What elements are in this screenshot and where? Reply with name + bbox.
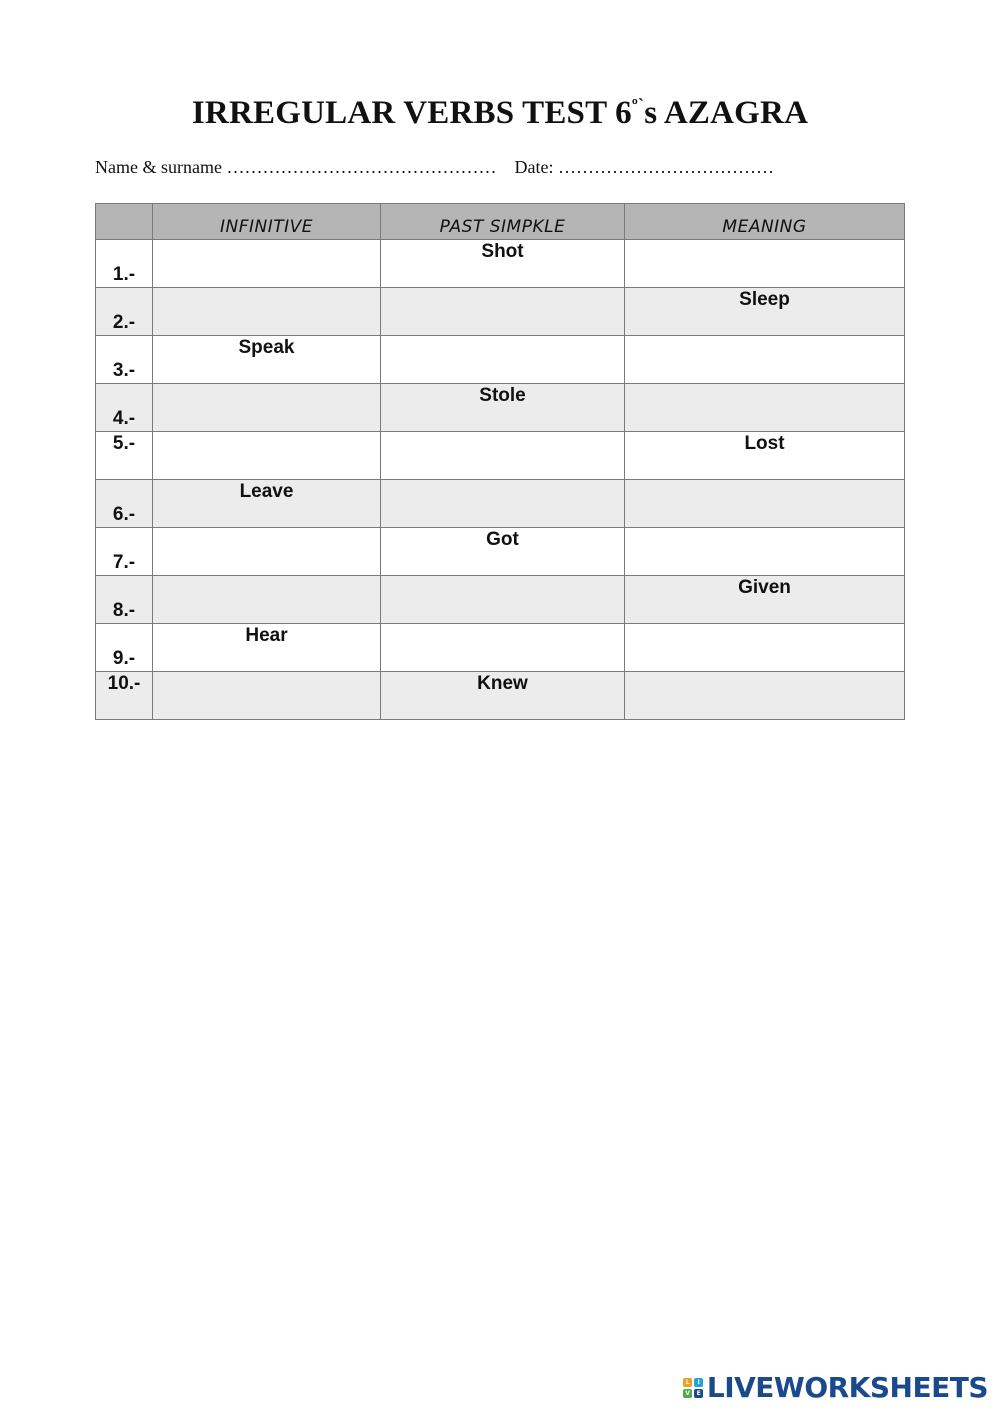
worksheet-title [0, 95, 1000, 132]
past-simple-cell[interactable] [381, 576, 625, 624]
table-header-row [96, 204, 905, 240]
title-tail: s AZAGRA [644, 95, 809, 131]
infinitive-cell: Speak [153, 336, 381, 384]
past-simple-cell[interactable] [381, 480, 625, 528]
name-date-line [95, 157, 774, 178]
logo-mark-square: E [694, 1389, 703, 1398]
row-number: 1.- [96, 240, 153, 288]
table-row [96, 288, 905, 336]
title-superscript: º` [631, 95, 645, 115]
header-past-simple: PAST SIMPKLE [381, 204, 625, 240]
infinitive-cell[interactable] [153, 576, 381, 624]
logo-text: LIVEWORKSHEETS [706, 1371, 988, 1404]
meaning-cell[interactable] [625, 336, 905, 384]
table-row [96, 672, 905, 720]
meaning-cell: Given [625, 576, 905, 624]
name-surname-field[interactable]: Name & surname ……………………………………… [95, 157, 497, 177]
row-number: 7.- [96, 528, 153, 576]
table-row [96, 432, 905, 480]
past-simple-cell: Got [381, 528, 625, 576]
row-number: 10.- [96, 672, 153, 720]
header-meaning: MEANING [625, 204, 905, 240]
meaning-cell[interactable] [625, 480, 905, 528]
infinitive-cell[interactable] [153, 528, 381, 576]
header-infinitive: INFINITIVE [153, 204, 381, 240]
past-simple-cell: Stole [381, 384, 625, 432]
infinitive-cell[interactable] [153, 432, 381, 480]
meaning-cell[interactable] [625, 624, 905, 672]
logo-mark-square: V [683, 1389, 692, 1398]
table-row [96, 624, 905, 672]
past-simple-cell[interactable] [381, 624, 625, 672]
past-simple-cell: Knew [381, 672, 625, 720]
meaning-cell: Lost [625, 432, 905, 480]
table-row [96, 336, 905, 384]
date-field[interactable]: Date: ……………………………… [514, 157, 774, 177]
table-row [96, 576, 905, 624]
row-number: 6.- [96, 480, 153, 528]
infinitive-cell: Hear [153, 624, 381, 672]
row-number: 4.- [96, 384, 153, 432]
title-main: IRREGULAR VERBS TEST 6 [191, 95, 632, 131]
meaning-cell: Sleep [625, 288, 905, 336]
infinitive-cell: Leave [153, 480, 381, 528]
row-number: 3.- [96, 336, 153, 384]
logo-mark-icon [683, 1378, 703, 1398]
past-simple-cell: Shot [381, 240, 625, 288]
meaning-cell[interactable] [625, 240, 905, 288]
infinitive-cell[interactable] [153, 384, 381, 432]
row-number: 8.- [96, 576, 153, 624]
past-simple-cell[interactable] [381, 336, 625, 384]
logo-mark-square: I [694, 1378, 703, 1387]
row-number: 2.- [96, 288, 153, 336]
table-row [96, 384, 905, 432]
table-row [96, 240, 905, 288]
meaning-cell[interactable] [625, 384, 905, 432]
logo-mark-square: L [683, 1378, 692, 1387]
row-number: 5.- [96, 432, 153, 480]
meaning-cell[interactable] [625, 528, 905, 576]
liveworksheets-logo [683, 1371, 988, 1404]
infinitive-cell[interactable] [153, 240, 381, 288]
infinitive-cell[interactable] [153, 288, 381, 336]
past-simple-cell[interactable] [381, 432, 625, 480]
table-row [96, 528, 905, 576]
meaning-cell[interactable] [625, 672, 905, 720]
past-simple-cell[interactable] [381, 288, 625, 336]
verbs-table [95, 203, 905, 720]
table-row [96, 480, 905, 528]
header-number [96, 204, 153, 240]
row-number: 9.- [96, 624, 153, 672]
infinitive-cell[interactable] [153, 672, 381, 720]
